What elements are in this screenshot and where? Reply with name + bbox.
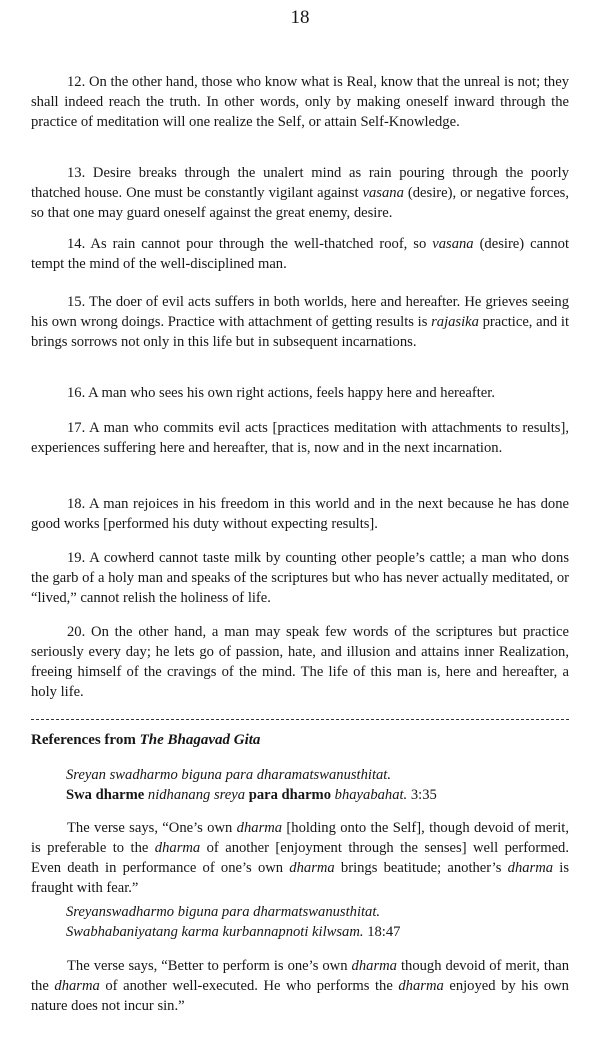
paragraph-17 [31, 418, 569, 458]
verse-text: Swabhabaniyatang karma kurbannapnoti kilwsam. [66, 924, 364, 940]
paragraph-text: 17. A man who commits evil acts [practices meditation with attachments to results], experiences suffering here and hereafter, that is, now and in the next incarnation. [31, 420, 569, 456]
sanskrit-term: vasana [362, 185, 404, 201]
paragraph-text: of another well-executed. He who performs the [99, 978, 399, 994]
sanskrit-term: dharma [289, 860, 335, 876]
references-heading [31, 730, 260, 750]
paragraph-text: 18. A man rejoices in his freedom in this world and in the next because he has done good works [performed his duty without expecting results]. [31, 496, 569, 532]
verse-reference: 3:35 [407, 787, 437, 803]
sanskrit-term: dharma [54, 978, 100, 994]
references-heading-prefix: References from [31, 732, 140, 748]
paragraph-text: The verse says, “One’s own [67, 820, 237, 836]
verse-line: Sreyan swadharmo biguna para dharamatswanusthitat. [66, 767, 392, 783]
paragraph-text: (desire), or negative forces, so that one may guard oneself against the great enemy, desire. [31, 185, 569, 221]
paragraph-text: 19. A cowherd cannot taste milk by counting other people’s cattle; a man who dons the garb of a holy man and speaks of the scriptures but who has never actually meditated, or “lived,” cannot relish the holiness of life. [31, 550, 569, 606]
verse-commentary-1 [31, 818, 569, 898]
paragraph-text: though devoid of merit, than the [31, 958, 570, 994]
verse-18-47 [66, 902, 566, 942]
verse-commentary-2 [31, 956, 569, 1016]
paragraph-19 [31, 548, 569, 608]
paragraph-text: of another [enjoyment through the senses] well performed. Even death in performance of one’s own [31, 840, 569, 876]
sanskrit-term: dharma [351, 958, 397, 974]
section-divider [31, 719, 569, 720]
references-book-title: The Bhagavad Gita [139, 732, 261, 748]
sanskrit-term: dharma [398, 978, 444, 994]
paragraph-text: 20. On the other hand, a man may speak few words of the scriptures but practice seriously every day; he lets go of passion, hate, and illusion and attains inner Realization, freeing himself of the cravings of the mind. The life of this man is, here and hereafter, a holy life. [31, 624, 569, 700]
verse-3-35 [66, 765, 566, 805]
sanskrit-term: dharma [236, 820, 283, 836]
paragraph-20 [31, 622, 569, 702]
verse-bold-term: Swa dharme [66, 787, 145, 803]
paragraph-12 [31, 72, 569, 132]
verse-text: bhayabahat. [331, 787, 408, 803]
paragraph-text: [holding onto the Self], though devoid of merit, is preferable to the [31, 820, 569, 856]
paragraph-text: practice, and it brings sorrows not only in this life but in subsequent incarnations. [31, 314, 570, 350]
paragraph-14 [31, 234, 569, 274]
page-number: 18 [290, 7, 310, 28]
paragraph-13 [31, 163, 569, 223]
verse-reference: 18:47 [363, 924, 401, 940]
verse-text: nidhanang sreya [144, 787, 249, 803]
sanskrit-term: rajasika [431, 314, 479, 330]
paragraph-text: 14. As rain cannot pour through the well-thatched roof, so [67, 236, 433, 252]
paragraph-text: 16. A man who sees his own right actions, feels happy here and hereafter. [67, 385, 495, 401]
paragraph-text: 12. On the other hand, those who know what is Real, know that the unreal is not; they shall indeed reach the truth. In other words, only by making oneself inward through the practice of meditation will one realize the Self, or attain Self-Knowledge. [31, 74, 569, 130]
sanskrit-term: dharma [154, 840, 201, 856]
verse-bold-term: para dharmo [248, 787, 331, 803]
paragraph-text: brings beatitude; another’s [334, 860, 508, 876]
paragraph-text: 15. The doer of evil acts suffers in both worlds, here and hereafter. He grieves seeing his own wrong doings. Practice with attachment of getting results is [31, 294, 569, 330]
paragraph-15 [31, 292, 569, 352]
paragraph-text: The verse says, “Better to perform is one’s own [67, 958, 352, 974]
paragraph-16 [31, 383, 569, 403]
paragraph-text: 13. Desire breaks through the unalert mind as rain pouring through the poorly thatched house. One must be constantly vigilant against [31, 165, 569, 201]
paragraph-text: is fraught with fear.” [31, 860, 569, 896]
paragraph-18 [31, 494, 569, 534]
verse-line: Sreyanswadharmo biguna para dharmatswanusthitat. [66, 904, 381, 920]
sanskrit-term: vasana [432, 236, 474, 252]
paragraph-text: enjoyed by his own nature does not incur sin.” [31, 978, 569, 1014]
sanskrit-term: dharma [507, 860, 554, 876]
paragraph-text: (desire) cannot tempt the mind of the well-disciplined man. [31, 236, 570, 272]
